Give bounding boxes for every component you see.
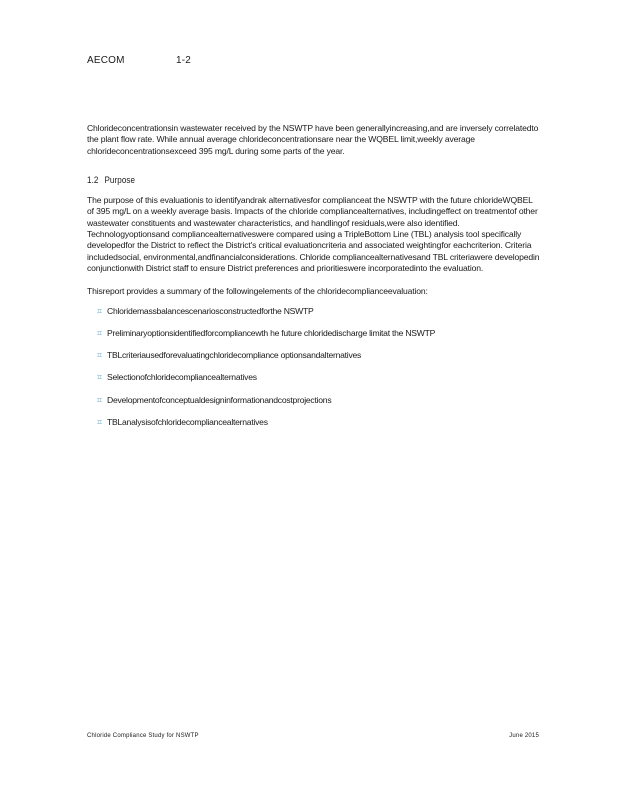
list-item: ⌗ Developmentofconceptualdesigninformationandcostprojections — [97, 394, 332, 405]
section-number: 1.2 — [87, 174, 99, 186]
bullet-icon: ⌗ — [97, 372, 102, 383]
list-item: ⌗ Chloridemassbalancescenariosconstructedforthe NSWTP — [97, 305, 314, 316]
company-name: AECOM — [87, 55, 125, 66]
purpose-paragraph: The purpose of this evaluationis to identifyandrak alternativesfor compliancеat the NSWTP with the future chlorideWQBEL of 395 mg/L on a weekly average basis. Impacts of the chloride compliancealternatives, includingeffect on treatmentof other wastewater constituents and wastewater characteristics, and handlingof residuals,were also identified. Technologyoptionsand compliancealternativeswere compared using a TripleBottom Line (TBL) analysis tool specifically developedfor the District to reflect the District's critical evaluationcriteria and associated weightingfor eachcriterion. Criteria includedsocial, environmental,andfinancialconsiderations. Chloride compliancealternativesand TBL criteriawere developedin conjunctionwith District staff to ensure District preferences and prioritieswere incorporatedinto the evaluation. — [87, 195, 540, 273]
page-header — [87, 55, 191, 66]
list-item: ⌗ Selectionofchloridecompliancealternatives — [97, 372, 257, 383]
section-heading — [87, 175, 473, 186]
intro-paragraph: Chlorideconcentrationsin wastewater received by the NSWTP have been generallyincreasing,and are inversely correlatedto the plant flow rate. While annual average chlorideconcentrationsare near the WQBEL limit,weekly average chlorideconcentrationsexceed 395 mg/L during some parts of the year. — [87, 123, 539, 156]
list-item: ⌗ TBLanalysisofchloridecompliancealternatives — [97, 417, 268, 428]
page-footer — [87, 733, 539, 739]
bullet-icon: ⌗ — [97, 417, 102, 428]
elements-list — [87, 306, 541, 429]
bullet-icon: ⌗ — [97, 350, 102, 361]
summary-paragraph: Thisreport provides a summary of the followingelements of the chloridecomplianceevaluation: — [87, 286, 428, 297]
bullet-icon: ⌗ — [97, 394, 102, 405]
list-item: ⌗ Preliminaryoptionsidentifiedforcompliancewth he future chloridedischarge limitat the NSWTP — [97, 327, 436, 338]
footer-document-title: Chloride Compliance Study for NSWTP — [87, 733, 199, 739]
list-item: ⌗ TBLcriteriausedforevaluatingchloridecompliance optionsandalternatives — [97, 350, 362, 361]
page-number: 1-2 — [175, 55, 192, 66]
bullet-icon: ⌗ — [97, 327, 102, 338]
section-title: Purpose — [104, 174, 136, 186]
document-body — [87, 123, 541, 439]
footer-date: June 2015 — [509, 733, 539, 739]
bullet-icon: ⌗ — [97, 305, 102, 316]
